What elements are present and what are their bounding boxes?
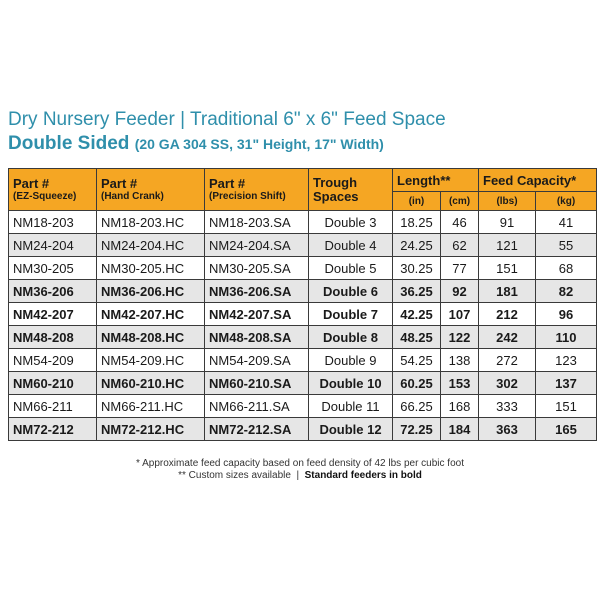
cell-part-sa: NM66-211.SA [205,395,309,418]
cell-length-cm: 92 [441,280,479,303]
cell-trough: Double 3 [309,211,393,234]
table-row [9,395,597,418]
cell-part-sa: NM30-205.SA [205,257,309,280]
cell-part-sa: NM60-210.SA [205,372,309,395]
cell-part-ez: NM42-207 [9,303,97,326]
cell-length-cm: 77 [441,257,479,280]
header-part-ez: Part # (EZ-Squeeze) [9,169,97,211]
cell-length-cm: 168 [441,395,479,418]
table-row [9,349,597,372]
cell-part-hc: NM24-204.HC [97,234,205,257]
cell-capacity-lbs: 121 [479,234,536,257]
cell-length-cm: 122 [441,326,479,349]
cell-capacity-lbs: 333 [479,395,536,418]
cell-capacity-lbs: 181 [479,280,536,303]
cell-length-in: 54.25 [393,349,441,372]
cell-capacity-kg: 55 [536,234,597,257]
table-row [9,211,597,234]
cell-part-hc: NM72-212.HC [97,418,205,441]
header-unit-in: (in) [393,192,441,211]
footnotes [0,458,600,482]
cell-capacity-lbs: 272 [479,349,536,372]
cell-capacity-kg: 151 [536,395,597,418]
cell-capacity-kg: 110 [536,326,597,349]
cell-trough: Double 12 [309,418,393,441]
cell-trough: Double 6 [309,280,393,303]
cell-capacity-kg: 137 [536,372,597,395]
cell-part-hc: NM48-208.HC [97,326,205,349]
table-row [9,303,597,326]
cell-part-sa: NM48-208.SA [205,326,309,349]
cell-part-hc: NM42-207.HC [97,303,205,326]
table-row [9,418,597,441]
cell-trough: Double 5 [309,257,393,280]
cell-length-in: 30.25 [393,257,441,280]
cell-part-ez: NM18-203 [9,211,97,234]
page-title: Dry Nursery Feeder | Traditional 6" x 6" Feed Space [8,109,446,130]
table-row [9,372,597,395]
footnote-capacity: * Approximate feed capacity based on feed density of 42 lbs per cubic foot [136,458,464,469]
cell-trough: Double 4 [309,234,393,257]
cell-part-hc: NM36-206.HC [97,280,205,303]
cell-part-sa: NM24-204.SA [205,234,309,257]
cell-part-sa: NM18-203.SA [205,211,309,234]
cell-capacity-kg: 96 [536,303,597,326]
table-row [9,234,597,257]
cell-trough: Double 10 [309,372,393,395]
header-capacity: Feed Capacity* [479,169,597,192]
cell-length-cm: 184 [441,418,479,441]
cell-capacity-kg: 82 [536,280,597,303]
cell-capacity-kg: 68 [536,257,597,280]
table-row [9,257,597,280]
header-trough: Trough Spaces [309,169,393,211]
page-subtitle [8,132,592,156]
cell-trough: Double 11 [309,395,393,418]
cell-length-cm: 62 [441,234,479,257]
cell-part-ez: NM60-210 [9,372,97,395]
footnote-custom [0,470,600,482]
cell-capacity-kg: 41 [536,211,597,234]
cell-part-hc: NM30-205.HC [97,257,205,280]
cell-part-ez: NM24-204 [9,234,97,257]
cell-capacity-lbs: 242 [479,326,536,349]
cell-trough: Double 8 [309,326,393,349]
cell-length-in: 24.25 [393,234,441,257]
cell-part-ez: NM72-212 [9,418,97,441]
cell-trough: Double 9 [309,349,393,372]
header-length: Length** [393,169,479,192]
cell-length-in: 42.25 [393,303,441,326]
header-part-hc: Part # (Hand Crank) [97,169,205,211]
cell-part-ez: NM30-205 [9,257,97,280]
feeder-table [8,168,597,441]
cell-length-cm: 138 [441,349,479,372]
table-row [9,280,597,303]
cell-length-in: 72.25 [393,418,441,441]
cell-part-sa: NM54-209.SA [205,349,309,372]
subtitle-main: Double Sided [8,133,130,154]
cell-capacity-lbs: 151 [479,257,536,280]
cell-part-ez: NM54-209 [9,349,97,372]
cell-length-in: 48.25 [393,326,441,349]
footnote-custom-text: ** Custom sizes available | [178,470,305,481]
cell-length-cm: 153 [441,372,479,395]
cell-part-hc: NM66-211.HC [97,395,205,418]
cell-part-ez: NM36-206 [9,280,97,303]
table-row [9,326,597,349]
header-unit-kg: (kg) [536,192,597,211]
cell-capacity-lbs: 91 [479,211,536,234]
cell-length-in: 36.25 [393,280,441,303]
cell-part-sa: NM72-212.SA [205,418,309,441]
footnote-bold-note: Standard feeders in bold [304,470,422,481]
cell-part-sa: NM42-207.SA [205,303,309,326]
cell-length-in: 66.25 [393,395,441,418]
cell-capacity-kg: 123 [536,349,597,372]
cell-part-hc: NM60-210.HC [97,372,205,395]
subtitle-spec: (20 GA 304 SS, 31" Height, 17" Width) [134,136,384,152]
cell-length-in: 18.25 [393,211,441,234]
cell-part-hc: NM18-203.HC [97,211,205,234]
cell-capacity-lbs: 212 [479,303,536,326]
cell-part-sa: NM36-206.SA [205,280,309,303]
header-unit-lbs: (lbs) [479,192,536,211]
header-part-sa: Part # (Precision Shift) [205,169,309,211]
table-header-row [9,169,597,192]
cell-capacity-lbs: 302 [479,372,536,395]
cell-length-cm: 46 [441,211,479,234]
cell-part-ez: NM48-208 [9,326,97,349]
cell-part-ez: NM66-211 [9,395,97,418]
cell-length-in: 60.25 [393,372,441,395]
cell-capacity-kg: 165 [536,418,597,441]
cell-length-cm: 107 [441,303,479,326]
cell-trough: Double 7 [309,303,393,326]
cell-capacity-lbs: 363 [479,418,536,441]
cell-part-hc: NM54-209.HC [97,349,205,372]
title-block [8,108,592,156]
header-unit-cm: (cm) [441,192,479,211]
